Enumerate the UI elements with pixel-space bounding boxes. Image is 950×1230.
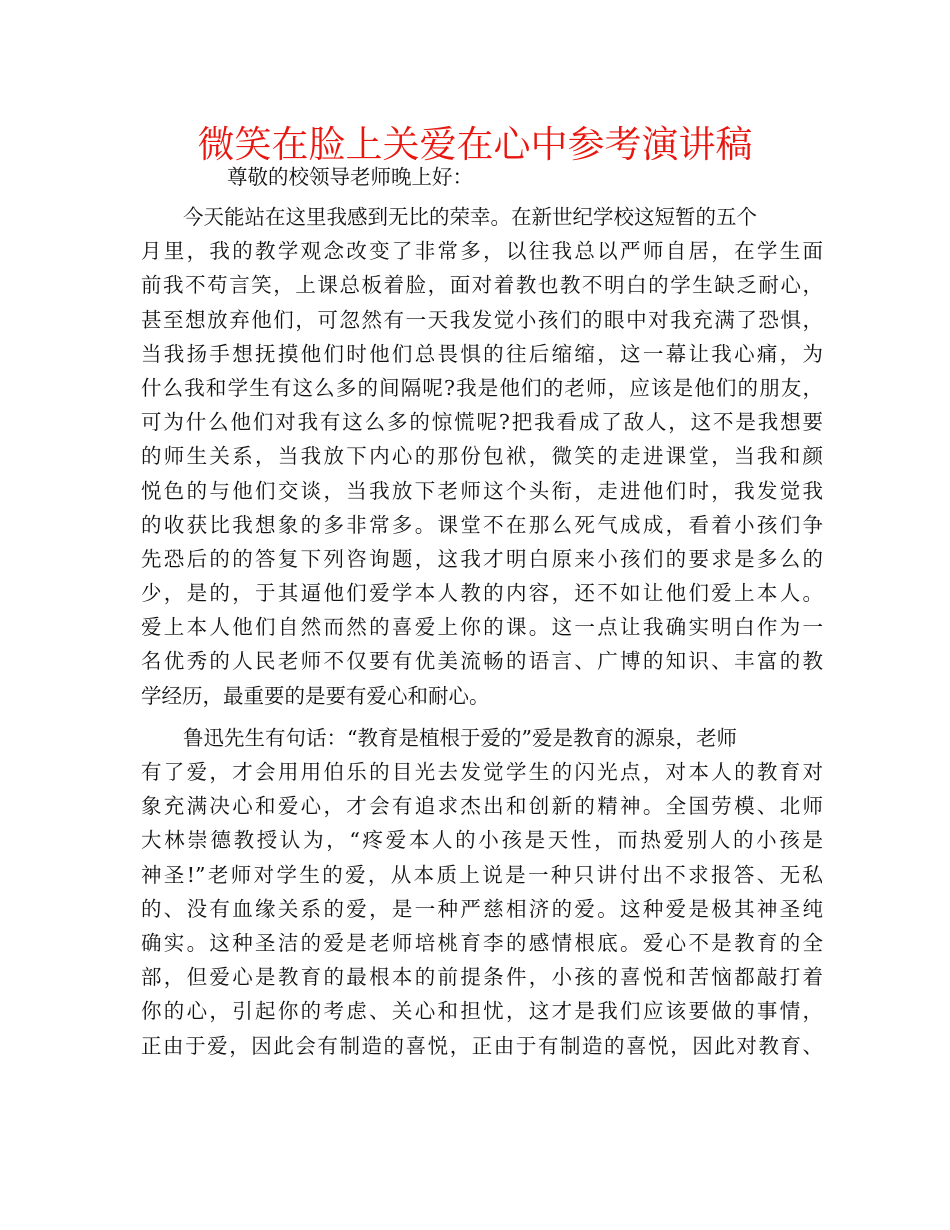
paragraph-line: 当我扬手想抚摸他们时他们总畏惧的往后缩缩，这一幕让我心痛，为 (141, 341, 823, 366)
paragraph-line: 少，是的，于其逼他们爱学本人教的内容，还不如让他们爱上本人。 (141, 581, 823, 606)
paragraph-line: 什么我和学生有这么多的间隔呢?我是他们的老师，应该是他们的朋友， (141, 375, 823, 400)
document-body (141, 162, 823, 1063)
paragraph-line: 鲁迅先生有句话：“教育是植根于爱的”爱是教育的源泉，老师 (183, 725, 737, 750)
paragraph-1 (141, 200, 823, 713)
paragraph-line: 名优秀的人民老师不仅要有优美流畅的语言、广博的知识、丰富的教 (141, 649, 823, 674)
paragraph-line: 甚至想放弃他们，可忽然有一天我发觉小孩们的眼中对我充满了恐惧， (141, 307, 823, 332)
salutation: 尊敬的校领导老师晚上好： (227, 165, 473, 189)
paragraph-line: 前我不苟言笑，上课总板着脸，面对着教也教不明白的学生缺乏耐心， (141, 273, 823, 298)
paragraph-line: 今天能站在这里我感到无比的荣幸。在新世纪学校这短暂的五个 (183, 205, 757, 229)
paragraph-line: 部，但爱心是教育的最根本的前提条件，小孩的喜悦和苦恼都敲打着 (141, 965, 823, 990)
paragraph-line: 你的心，引起你的考虑、关心和担忧，这才是我们应该要做的事情， (141, 999, 823, 1024)
paragraph-line: 可为什么他们对我有这么多的惊慌呢?把我看成了敌人，这不是我想要 (141, 410, 823, 435)
paragraph-line: 月里，我的教学观念改变了非常多，以往我总以严师自居，在学生面 (141, 239, 823, 264)
paragraph-line: 悦色的与他们交谈，当我放下老师这个头衔，走进他们时，我发觉我 (141, 478, 823, 503)
paragraph-line: 先恐后的的答复下列咨询题，这我才明白原来小孩们的要求是多么的 (141, 546, 823, 571)
paragraph-line: 的师生关系，当我放下内心的那份包袱，微笑的走进课堂，当我和颜 (141, 444, 823, 469)
document-title: 微笑在脸上关爱在心中参考演讲稿 (197, 123, 753, 166)
paragraph-line: 大林崇德教授认为，“疼爱本人的小孩是天性，而热爱别人的小孩是 (141, 828, 823, 853)
paragraph-line: 象充满决心和爱心，才会有追求杰出和创新的精神。全国劳模、北师 (141, 794, 823, 819)
paragraph-line: 的收获比我想象的多非常多。课堂不在那么死气成成，看着小孩们争 (141, 512, 823, 537)
paragraph-line: 正由于爱，因此会有制造的喜悦，正由于有制造的喜悦，因此对教育、 (141, 1033, 823, 1058)
paragraph-line: 神圣!”老师对学生的爱，从本质上说是一种只讲付出不求报答、无私 (141, 862, 823, 887)
paragraph-line: 学经历，最重要的是要有爱心和耐心。 (141, 683, 490, 708)
paragraph-line: 爱上本人他们自然而然的喜爱上你的课。这一点让我确实明白作为一 (141, 615, 823, 640)
paragraph-gap (141, 713, 823, 721)
paragraph-line: 确实。这种圣洁的爱是老师培桃育李的感情根底。爱心不是教育的全 (141, 930, 823, 955)
paragraph-2 (141, 721, 823, 1063)
paragraph-line: 有了爱，才会用用伯乐的目光去发觉学生的闪光点，对本人的教育对 (141, 760, 823, 784)
paragraph-line: 的、没有血缘关系的爱，是一种严慈相济的爱。这种爱是极其神圣纯 (141, 896, 823, 921)
